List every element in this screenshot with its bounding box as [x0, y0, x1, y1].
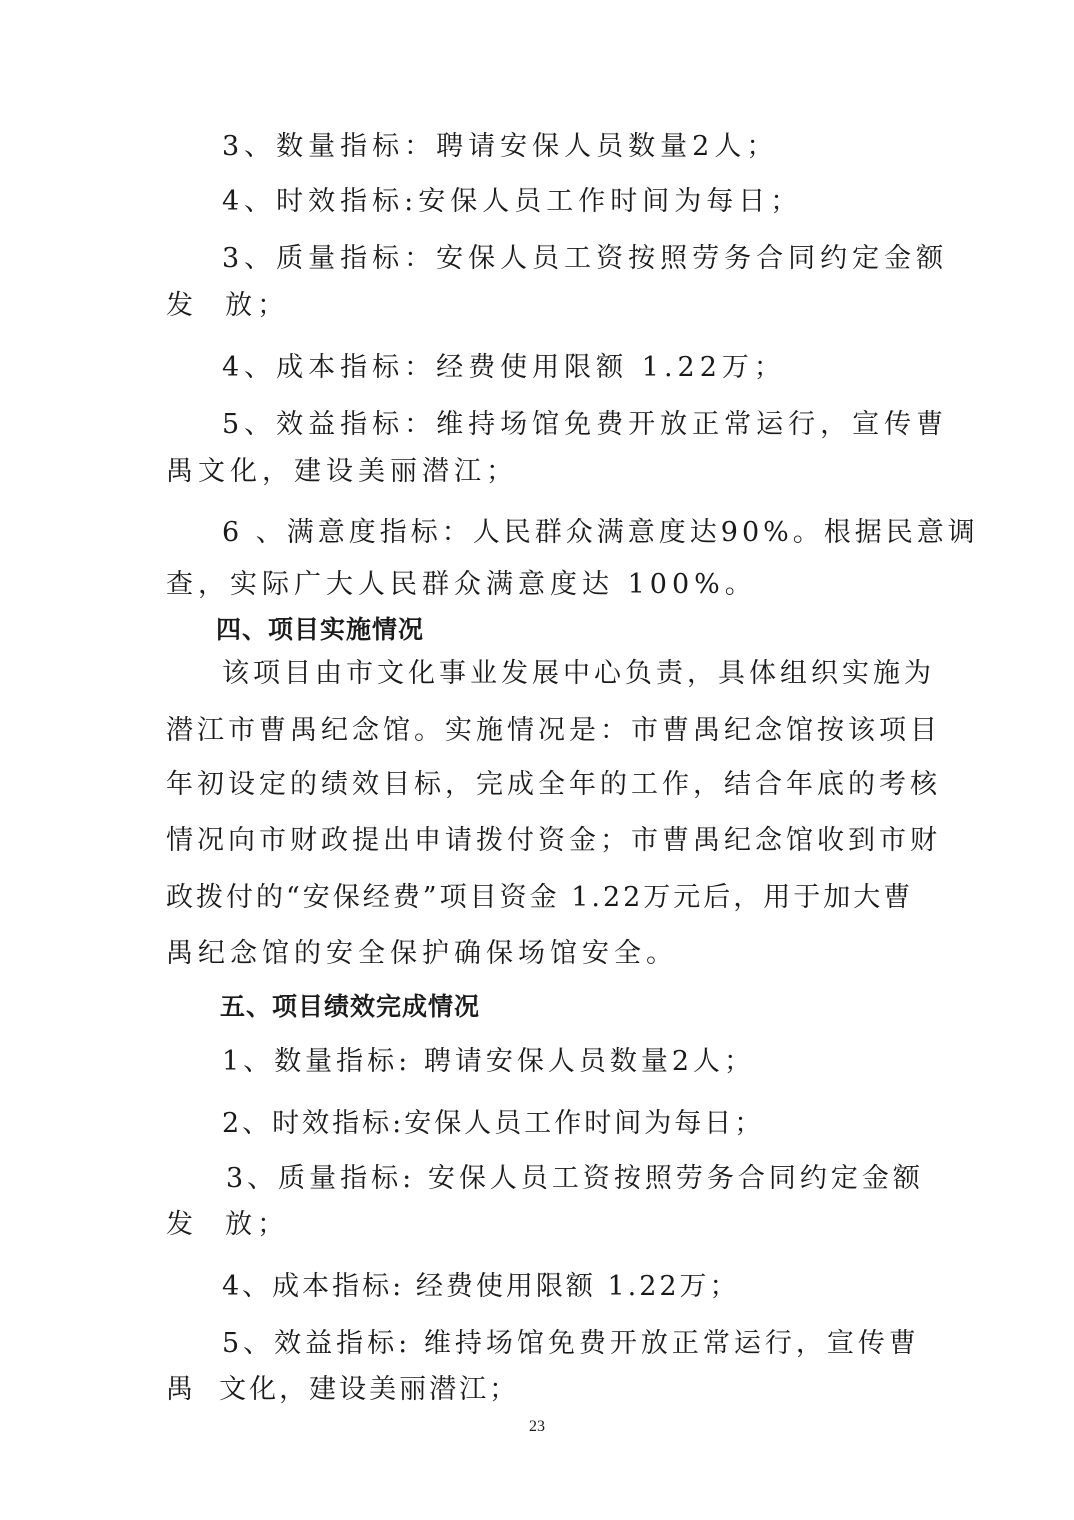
body-line: 情况向市财政提出申请拨付资金；市曹禺纪念馆收到市财 — [166, 825, 941, 856]
page-number: 23 — [529, 1418, 545, 1435]
completion-line: 4、成本指标: 经费使用限额 1.22万； — [222, 1271, 740, 1302]
body-line: 年初设定的绩效目标，完成全年的工作，结合年底的考核 — [166, 769, 941, 800]
body-line: 潜江市曹禺纪念馆。实施情况是：市曹禺纪念馆按该项目 — [166, 715, 941, 746]
indicator-line: 5、效益指标：维持场馆免费开放正常运行，宣传曹 — [222, 409, 949, 440]
indicator-line-continued: 发 放； — [166, 290, 290, 321]
indicator-line: 6 、满意度指标：人民群众满意度达90%。根据民意调 — [222, 517, 979, 548]
section-heading-4: 四、项目实施情况 — [216, 615, 425, 644]
completion-line-continued: 发 放； — [166, 1209, 290, 1240]
body-line: 政拨付的“安保经费”项目资金 1.22万元后，用于加大曹 — [166, 882, 914, 913]
indicator-line-continued: 禺文化，建设美丽潜江； — [166, 456, 518, 487]
completion-line-continued: 禺 文化，建设美丽潜江； — [166, 1374, 520, 1405]
indicator-line: 3、数量指标：聘请安保人员数量2人； — [222, 131, 779, 162]
completion-line: 5、效益指标: 维持场馆免费开放正常运行，宣传曹 — [222, 1328, 920, 1359]
indicator-line-continued: 查，实际广大人民群众满意度达 100%。 — [166, 569, 757, 600]
section-heading-5: 五、项目绩效完成情况 — [220, 992, 481, 1021]
indicator-line: 4、时效指标:安保人员工作时间为每日； — [222, 186, 803, 217]
body-line: 该项目由市文化事业发展中心负责，具体组织实施为 — [222, 658, 935, 689]
indicator-line: 4、成本指标：经费使用限额 1.22万； — [222, 352, 786, 383]
completion-line: 1、数量指标: 聘请安保人员数量2人； — [222, 1046, 756, 1077]
indicator-line: 3、质量指标：安保人员工资按照劳务合同约定金额 — [222, 243, 949, 274]
body-line: 禺纪念馆的安全保护确保场馆安全。 — [166, 938, 678, 969]
completion-line: 2、时效指标:安保人员工作时间为每日； — [222, 1108, 765, 1139]
completion-line: 3、质量指标: 安保人员工资按照劳务合同约定金额 — [226, 1163, 924, 1194]
